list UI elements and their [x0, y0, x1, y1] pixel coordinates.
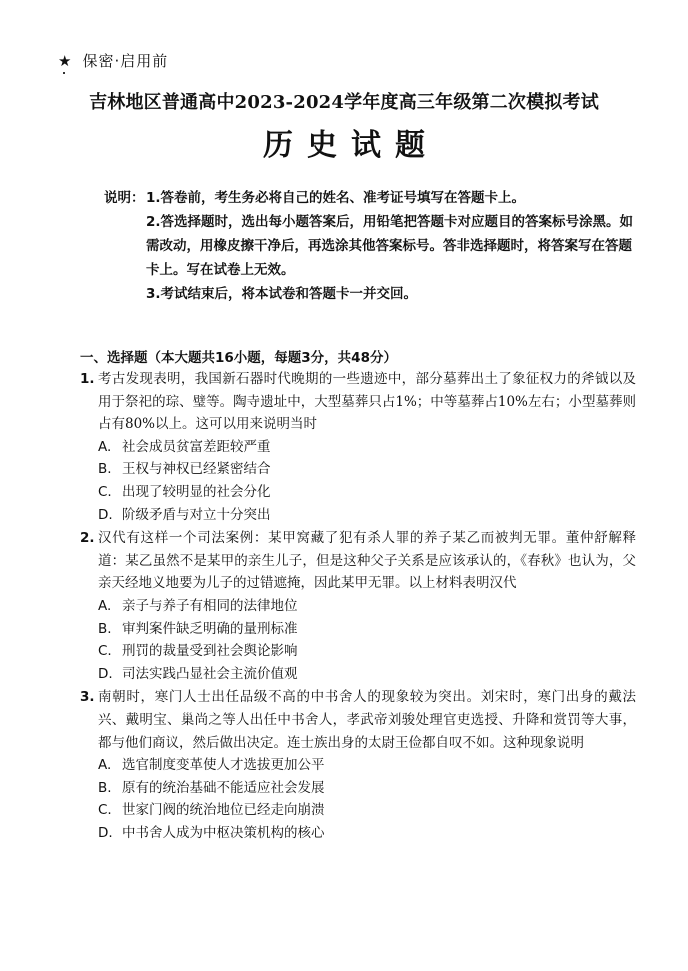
instruction-text: 2.答选择题时，选出每小题答案后，用铅笔把答题卡对应题目的答案标号涂黑。如需改动，用橡皮擦干净后，再选涂其他答案标号。答非选择题时，将答案写在答题卡上。写在试卷上无效。 — [146, 214, 634, 278]
option-letter: A. — [98, 438, 112, 455]
question-body — [98, 686, 636, 844]
instruction-text: 1.答卷前，考生务必将自己的姓名、准考证号填写在答题卡上。 — [146, 190, 526, 206]
question-number: 2. — [80, 530, 95, 547]
option-letter: B. — [98, 779, 112, 796]
option-d — [98, 504, 636, 527]
option-c — [98, 640, 636, 663]
option-a — [98, 595, 636, 618]
option-text: 出现了较明显的社会分化 — [122, 483, 271, 500]
option-text: 司法实践凸显社会主流价值观 — [122, 665, 298, 682]
option-letter: A. — [98, 597, 112, 614]
option-d — [98, 663, 636, 686]
instructions-lead: 说明： — [104, 190, 145, 206]
option-text: 阶级矛盾与对立十分突出 — [122, 506, 271, 523]
option-text: 原有的统治基础不能适应社会发展 — [122, 779, 325, 796]
question-item — [80, 686, 636, 844]
option-b — [98, 618, 636, 641]
option-letter: B. — [98, 461, 112, 478]
option-letter: B. — [98, 620, 112, 637]
secret-label-text: 保密·启用前 — [82, 52, 169, 70]
question-item — [80, 527, 636, 685]
option-letter: A. — [98, 757, 112, 774]
option-b — [98, 777, 636, 800]
option-c — [98, 481, 636, 504]
option-text: 中书舍人成为中枢决策机构的核心 — [122, 824, 325, 841]
option-text: 选官制度变革使人才选拔更加公平 — [122, 757, 325, 774]
option-text: 刑罚的裁量受到社会舆论影响 — [122, 643, 298, 660]
option-text: 亲子与养子有相同的法律地位 — [122, 597, 298, 614]
instruction-item — [104, 282, 634, 306]
option-text: 王权与神权已经紧密结合 — [122, 461, 271, 478]
option-b — [98, 458, 636, 481]
option-text: 社会成员贫富差距较严重 — [122, 438, 271, 455]
option-letter: D. — [98, 824, 113, 841]
subject-title: 历史试题 — [263, 128, 439, 163]
dot-mark — [63, 72, 65, 74]
option-d — [98, 822, 636, 845]
question-stem: 汉代有这样一个司法案例：某甲窝藏了犯有杀人罪的养子某乙而被判无罪。董仲舒解释道：某乙虽然不是某甲的亲生儿子，但是这种父子关系是应该承认的，《春秋》也认为，父亲天经地义地要为儿子的过错遮掩，因此某甲无罪。以上材料表明汉代 — [98, 530, 636, 592]
option-letter: C. — [98, 802, 112, 819]
option-letter: C. — [98, 483, 112, 500]
question-number: 3. — [80, 689, 95, 706]
option-letter: D. — [98, 506, 113, 523]
section-heading: 一、选择题（本大题共16小题，每题3分，共48分） — [80, 350, 397, 366]
question-list — [80, 368, 636, 845]
option-text: 世家门阀的统治地位已经走向崩溃 — [122, 802, 325, 819]
option-letter: C. — [98, 643, 112, 660]
option-a — [98, 436, 636, 459]
exam-title: 吉林地区普通高中2023-2024学年度高三年级第二次模拟考试 — [89, 92, 599, 113]
option-text: 审判案件缺乏明确的量刑标准 — [122, 620, 298, 637]
question-stem: 考古发现表明，我国新石器时代晚期的一些遗迹中，部分墓葬出土了象征权力的斧钺以及用于祭祀的琮、璧等。陶寺遗址中，大型墓葬只占1%；中等墓葬占10%左右；小型墓葬则占有80%以上。这可以用来说明当时 — [98, 371, 636, 433]
instruction-item — [104, 186, 634, 210]
instruction-text: 3.考试结束后，将本试卷和答题卡一并交回。 — [146, 286, 418, 302]
question-number: 1. — [80, 371, 95, 387]
confidential-label — [58, 50, 168, 71]
instructions-block — [104, 186, 634, 306]
question-stem: 南朝时，寒门人士出任品级不高的中书舍人的现象较为突出。刘宋时，寒门出身的戴法兴、戴明宝、巢尚之等人出任中书舍人，孝武帝刘骏处理官吏选授、升降和赏罚等大事，都与他们商议，然后做出决定。连士族出身的太尉王俭都自叹不如。这种现象说明 — [98, 689, 636, 751]
question-body — [98, 527, 636, 685]
question-item — [80, 368, 636, 526]
option-a — [98, 754, 636, 777]
instruction-item — [104, 210, 634, 282]
question-body — [98, 368, 636, 526]
option-c — [98, 799, 636, 822]
option-letter: D. — [98, 665, 113, 682]
star-icon: ★ — [58, 52, 73, 70]
